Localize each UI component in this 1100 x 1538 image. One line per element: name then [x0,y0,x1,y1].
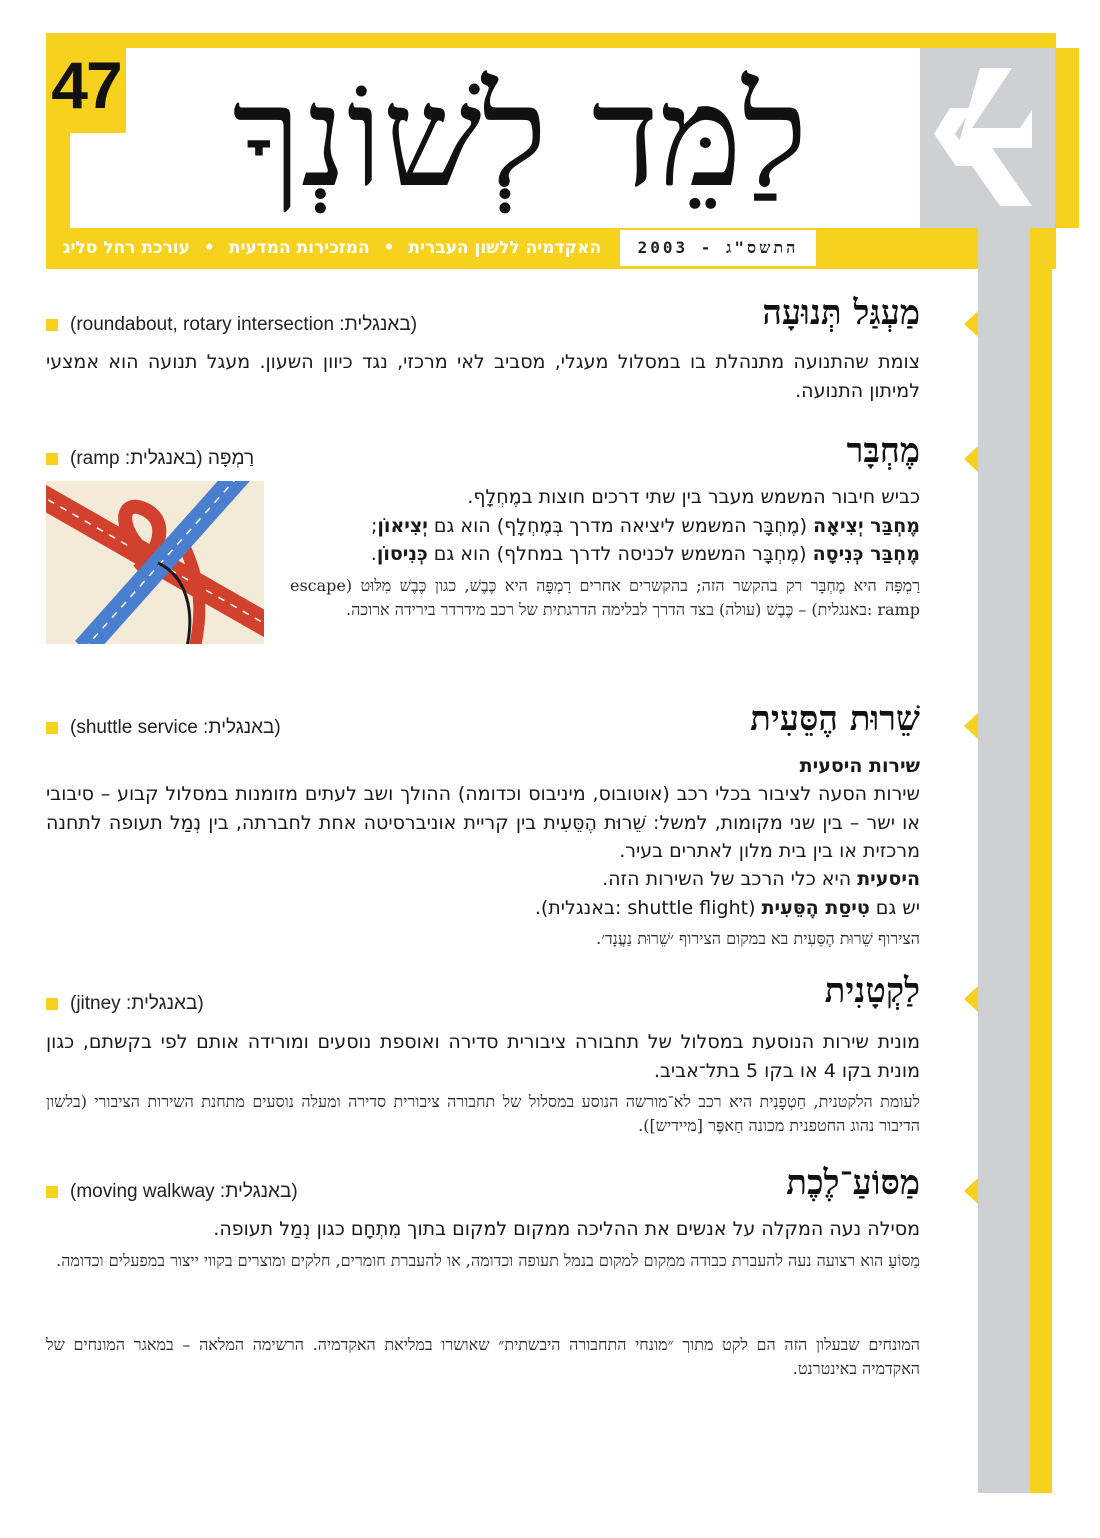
yellow-square-icon [46,722,58,734]
sub-term-line: מֶחְבַּר יְצִיאָה (מֶחְבָּר המשמש ליציאה מדרך בְּמֶחְלָף) הוא גם יְצִיאוֹן; [371,514,920,537]
english-equivalent: (roundabout, rotary intersection :באנגלית) [46,314,417,336]
term-subtitle: שירות היסעית [799,755,920,777]
term-note: לעומת הלקטנית, חַטְפָנִית היא רכב לא־מורשה הנוסע במסלול של תחבורה ציבורית סדירה ומעלה נוסעים מתחנת השירות הציבורי (בלשון הדיבור נהוג החטפנית מכונה חַאפֶּר [מיידיש]). [46,1092,921,1135]
bullet-separator: • [383,238,395,258]
english-equivalent: (jitney :באנגלית) [46,993,204,1015]
interchange-illustration [46,481,264,644]
term-marker [964,446,978,472]
page-title: לַמֵּד לְשׁוֹנְךָ [232,56,808,219]
term-marker [964,713,978,739]
footer-note: המונחים שבעלון הזה הם לקט מתוך ״מונחי התחבורה היבשתית״ שאושרו במליאת האקדמיה. הרשימה המלאה – במאגר המונחים של האקדמיה באינטרנט. [46,1335,920,1378]
term-marker [964,311,978,337]
yellow-square-icon [46,319,58,331]
term-definition: שירות הסעה לציבור בכלי רכב (אוטובוס, מיניבוס וכדומה) ההולך ושב לעתים מזומנות במסלול קבוע – סיבובי או ישר – בין שני מקומות, למשל: שֵׁרוּת הֶסֵּעִית בין קריית אוניברסיטה אחת לחברתה, בין נְמַל תעופה לתחנה מרכזית או בין בית מלון לאתרים בעיר. [46,783,920,862]
yellow-square-icon [46,453,58,465]
academy-logo-icon [920,48,1055,228]
term-note: הצירוף שֵׁרוּת הֶסֵּעִית בא במקום הצירוף ׳שֵׁרוּת נַעֲנָד׳. [596,929,920,948]
yellow-square-icon [46,1186,58,1198]
term-extra-line: היסעית היא כלי הרכב של השירות הזה. [602,868,920,890]
term-definition: כביש חיבור המשמש מעבר בין שתי דרכים חוצות במֶחְלָף. מֶחְבַּר יְצִיאָה (מֶחְבָּר המשמש ליציאה מדרך בְּמֶחְלָף) הוא גם יְצִיאוֹן; מֶחְבַּר כְּנִיסָה (מֶחְבָּר המשמש לכניסה לדרך במחלף) הוא גם כְּנִיסוֹן. [290,483,920,569]
english-equivalent: (shuttle service :באנגלית) [46,717,281,739]
side-yellow-strip [1030,228,1052,1493]
logo-accent-edge [1055,48,1079,228]
english-equivalent: (moving walkway :באנגלית) [46,1181,298,1203]
term-heading: מַעְגַּל תְּנוּעָה [762,293,920,333]
yellow-square-icon [46,998,58,1010]
term-heading: מֶחְבָּר [846,431,920,471]
term-definition: צומת שהתנועה מתנהלת בו במסלול מעגלי, מסביב לאי מרכזי, נגד כיוון השעון. מעגל תנועה הוא אמצעי למיתון התנועה. [46,351,920,402]
publisher: האקדמיה ללשון העברית [408,238,602,258]
term-extra-line: יש גם טִיסַת הֶסֵּעִית (shuttle flight :באנגלית). [534,897,920,919]
term-marker [964,1178,978,1204]
bullet-separator: • [203,238,215,258]
date-box: התשס"ג - 2003 [618,228,818,268]
editor: עורכת רחל סליג [62,238,190,258]
term-heading: לַקְטָנִית [824,971,920,1011]
term-marker [964,986,978,1012]
series: המזכירות המדעית [228,238,370,258]
academy-logo-box [920,48,1055,228]
side-gray-strip [978,228,1030,1493]
english-equivalent: (ramp :באנגלית) רַמְפָּה [46,448,254,470]
term-heading: שֵׁרוּת הֶסֵּעִית [750,699,920,739]
term-note: רַמְפָּה היא מֶחְבָּר רק בהקשר הזה; בהקשרים אחרים רַמְפָּה היא כֶּבֶשׁ, כגון כֶּבֶשׁ מִלּוּט (escape ramp :באנגלית) – כֶּבֶשׁ (עולה) בצד הדרך לבלימה הדרגתית של רכב מידרדר בירידה ארוכה. [290,576,920,619]
term-note: מַסּוֹעַ הוא רצועה נעה להעברת כבודה ממקום למקום בנמל תעופה וכדומה, או להעברת חומרים, חלקים ומוצרים בקווי ייצור במפעלים וכדומה. [56,1251,920,1270]
sub-term-line: מֶחְבַּר כְּנִיסָה (מֶחְבָּר המשמש לכניסה לדרך במחלף) הוא גם כְּנִיסוֹן. [370,543,920,565]
term-heading: מַסּוֹעַ־לֶכֶת [786,1163,920,1203]
term-definition: מסילה נעה המקלה על אנשים את ההליכה ממקום למקום בתוך מִתְחָם כגון נְמַל תעופה. [213,1218,920,1240]
publisher-bar [46,228,618,268]
issue-number: 47 [51,48,121,122]
term-definition: מונית שירות הנוסעת במסלול של תחבורה ציבורית סדירה ואוספת נוסעים ומורידה אותם לפי בקשתם, כגון מונית בקו 4 או בקו 5 בתל־אביב. [46,1031,920,1082]
